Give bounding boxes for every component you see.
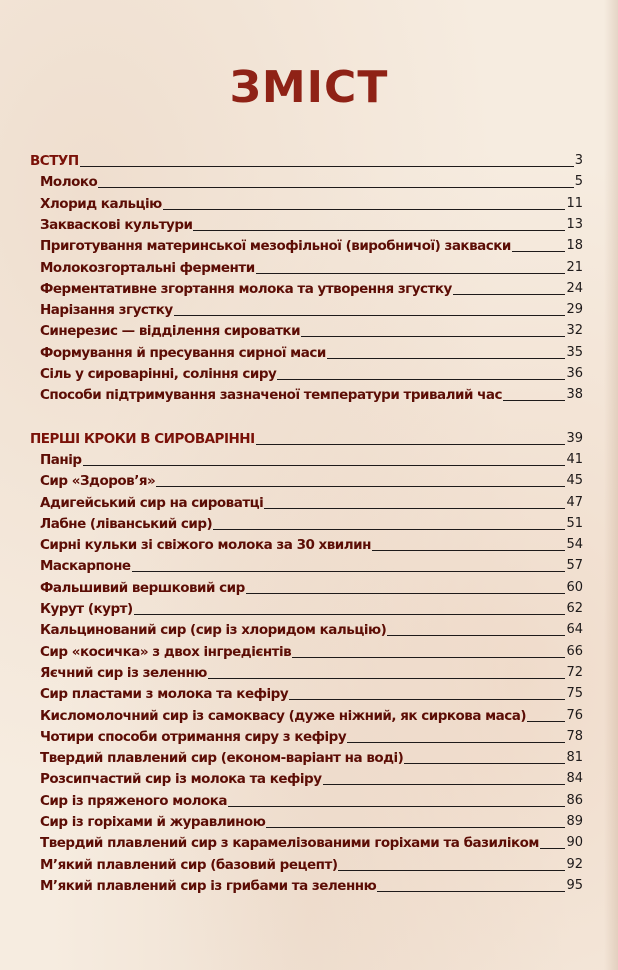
toc-entry-title: Нарізання згустку [40, 302, 173, 319]
toc-entry-title: Маскарпоне [40, 558, 131, 575]
toc-entry-title: Сир «Здоров’я» [40, 473, 156, 490]
toc-entry[interactable] [40, 513, 583, 535]
toc-leader-line [156, 486, 565, 487]
toc-page-number: 78 [566, 728, 583, 744]
toc-page-number: 21 [566, 259, 583, 275]
toc-page-number: 81 [566, 750, 583, 766]
toc-entry[interactable] [40, 683, 583, 705]
toc-entry-title: Молокозгортальні ферменти [40, 259, 255, 276]
toc-leader-line [327, 358, 566, 359]
toc-entry[interactable] [40, 214, 583, 236]
toc-section-title: ВСТУП [30, 153, 79, 169]
toc-leader-line [256, 444, 566, 445]
toc-leader-line [372, 550, 566, 551]
toc-entry-title: Панір [40, 451, 82, 468]
toc-leader-line [208, 678, 566, 679]
toc-entry[interactable] [40, 492, 583, 514]
toc-entry[interactable] [40, 257, 583, 279]
toc-leader-line [246, 593, 566, 594]
toc-leader-line [377, 891, 565, 892]
toc-page-number: 5 [574, 174, 583, 190]
toc-page-number: 75 [566, 686, 583, 702]
toc-entry-title: Способи підтримування зазначеної температури тривалий час [40, 387, 502, 404]
toc-page-number: 84 [566, 771, 583, 787]
toc-entry-title: Чотири способи отримання сиру з кефіру [40, 728, 347, 745]
toc-entry-title: Курут (курт) [40, 601, 133, 617]
toc-leader-line [347, 742, 565, 743]
toc-entry-title: Лабне (ліванський сир) [40, 515, 213, 532]
toc-entry-title: Фальшивий вершковий сир [40, 579, 245, 596]
toc-entry-title: Сир із горіхами й журавлиною [40, 814, 266, 830]
toc-entry-title: Заквасковi культури [40, 216, 193, 233]
toc-leader-line [98, 187, 573, 188]
toc-entry-title: Твердий плавлений сир з карамелізованими горіхами та базиліком [40, 835, 539, 852]
toc-leader-line [453, 294, 566, 295]
toc-entry[interactable] [40, 235, 583, 257]
toc-page-number: 57 [566, 558, 583, 574]
toc-entry[interactable] [40, 534, 583, 556]
toc-page-number: 76 [566, 707, 583, 723]
toc-leader-line [540, 848, 566, 849]
toc-entry[interactable] [40, 662, 583, 684]
toc-entry[interactable] [40, 875, 583, 897]
toc-page-number: 24 [566, 280, 583, 296]
toc-page-number: 11 [566, 195, 583, 211]
toc-entry-title: М’який плавлений сир із грибами та зеленню [40, 877, 377, 894]
toc-leader-line [404, 763, 565, 764]
toc-entry[interactable] [40, 384, 583, 406]
toc-entry-title: Адигейський сир на сироватці [40, 494, 264, 511]
toc-entry[interactable] [40, 705, 583, 727]
toc-leader-line [277, 379, 565, 380]
toc-entry[interactable] [40, 641, 583, 663]
toc-entry[interactable] [40, 577, 583, 599]
toc-page-number: 32 [566, 323, 583, 339]
toc-leader-line [387, 635, 565, 636]
toc-entry[interactable] [40, 470, 583, 492]
toc-entry[interactable] [40, 747, 583, 769]
toc-leader-line [228, 806, 565, 807]
toc-page-number: 47 [566, 494, 583, 510]
toc-entry[interactable] [40, 832, 583, 854]
toc-leader-line [289, 699, 565, 700]
toc-page-number: 92 [566, 856, 583, 872]
toc-entry-title: Синерезис — відділення сироватки [40, 323, 301, 340]
toc-entry[interactable] [40, 342, 583, 364]
toc-entry[interactable] [40, 449, 583, 471]
toc-entry-title: Кисломолочний сир із самоквасу (дуже ніжний, як сиркова маса) [40, 707, 527, 724]
toc-page-number: 95 [566, 877, 583, 893]
toc-entry-title: Формування й пресування сирної маси [40, 344, 326, 361]
toc-entry-title: Сіль у сироварінні, соління сиру [40, 366, 277, 382]
toc-entry-title: Яєчний сир із зеленню [40, 664, 207, 681]
toc-section-title: ПЕРШІ КРОКИ В СИРОВАРІННІ [30, 430, 255, 447]
toc-page-number: 51 [566, 515, 583, 531]
toc-entry[interactable] [40, 299, 583, 321]
toc-page-number: 18 [566, 238, 583, 254]
toc-page-number: 60 [566, 579, 583, 595]
toc-page-number: 64 [566, 622, 583, 638]
toc-entry[interactable] [40, 193, 583, 215]
toc-entry-title: Молоко [40, 174, 98, 191]
toc-entry[interactable] [40, 811, 583, 833]
toc-leader-line [266, 827, 565, 828]
toc-entry[interactable] [40, 363, 583, 385]
toc-leader-line [503, 400, 565, 401]
toc-entry-title: Приготування материнської мезофільної (виробничої) закваски [40, 238, 511, 255]
toc-leader-line [174, 315, 566, 316]
toc-entry-title: Сир із пряженого молока [40, 792, 228, 809]
toc-leader-line [213, 529, 565, 530]
toc-page-number: 36 [566, 366, 583, 381]
toc-leader-line [134, 614, 566, 615]
toc-entry[interactable] [40, 555, 583, 577]
toc-leader-line [301, 336, 565, 337]
toc-entry-title: Сир «косичка» з двох інгредієнтів [40, 643, 292, 660]
toc-entry[interactable] [40, 278, 583, 300]
toc-entry[interactable] [40, 726, 583, 748]
toc-leader-line [338, 870, 565, 871]
toc-page-number: 39 [566, 430, 583, 446]
toc-entry[interactable] [40, 171, 583, 193]
toc-entry-title: Твердий плавлений сир (економ-варіант на воді) [40, 750, 404, 767]
toc-leader-line [163, 209, 566, 210]
toc-entry[interactable] [40, 619, 583, 641]
toc-entry-title: Сирні кульки зі свіжого молока за 30 хвилин [40, 537, 371, 554]
toc-entry-title: Кальцинований сир (сир із хлоридом кальцію) [40, 622, 387, 639]
toc-leader-line [256, 273, 566, 274]
toc-entry-title: Ферментативне згортання молока та утворення згустку [40, 280, 452, 297]
toc-entry-title: Розсипчастий сир із молока та кефіру [40, 771, 322, 788]
toc-leader-line [512, 251, 566, 252]
toc-leader-line [527, 721, 565, 722]
toc-leader-line [83, 465, 566, 466]
toc-page-number: 54 [566, 537, 583, 553]
toc-leader-line [132, 571, 566, 572]
toc-page-number: 90 [566, 835, 583, 851]
toc-page-number: 13 [566, 216, 583, 232]
page-title: ЗМІСТ [229, 62, 389, 113]
toc-entry-title: Хлорид кальцію [40, 195, 162, 212]
toc-section[interactable] [30, 428, 583, 450]
toc-leader-line [264, 508, 565, 509]
toc-page-number: 41 [566, 451, 583, 467]
toc-page-number: 35 [566, 344, 583, 360]
toc-page-number: 72 [566, 664, 583, 680]
toc-page-number: 62 [566, 601, 583, 616]
toc-page-number: 38 [566, 387, 583, 403]
toc-page-number: 3 [574, 153, 583, 168]
toc-leader-line [323, 784, 566, 785]
toc-entry[interactable] [40, 854, 583, 876]
toc-page-number: 89 [566, 814, 583, 829]
toc-page-number: 29 [566, 302, 583, 318]
toc-page-number: 45 [566, 473, 583, 489]
toc-entry[interactable] [40, 768, 583, 790]
toc-entry-title: Сир пластами з молока та кефіру [40, 686, 289, 703]
toc-entry[interactable] [40, 790, 583, 812]
toc-entry[interactable] [40, 598, 583, 620]
toc-leader-line [292, 657, 565, 658]
page-edge-shadow [604, 0, 618, 970]
toc-leader-line [80, 166, 574, 167]
toc-entry-title: М’який плавлений сир (базовий рецепт) [40, 856, 338, 873]
toc-entry[interactable] [40, 320, 583, 342]
toc-page-number: 86 [566, 792, 583, 808]
toc-leader-line [193, 230, 565, 231]
toc-section[interactable] [30, 150, 583, 172]
toc-page-number: 66 [566, 643, 583, 659]
